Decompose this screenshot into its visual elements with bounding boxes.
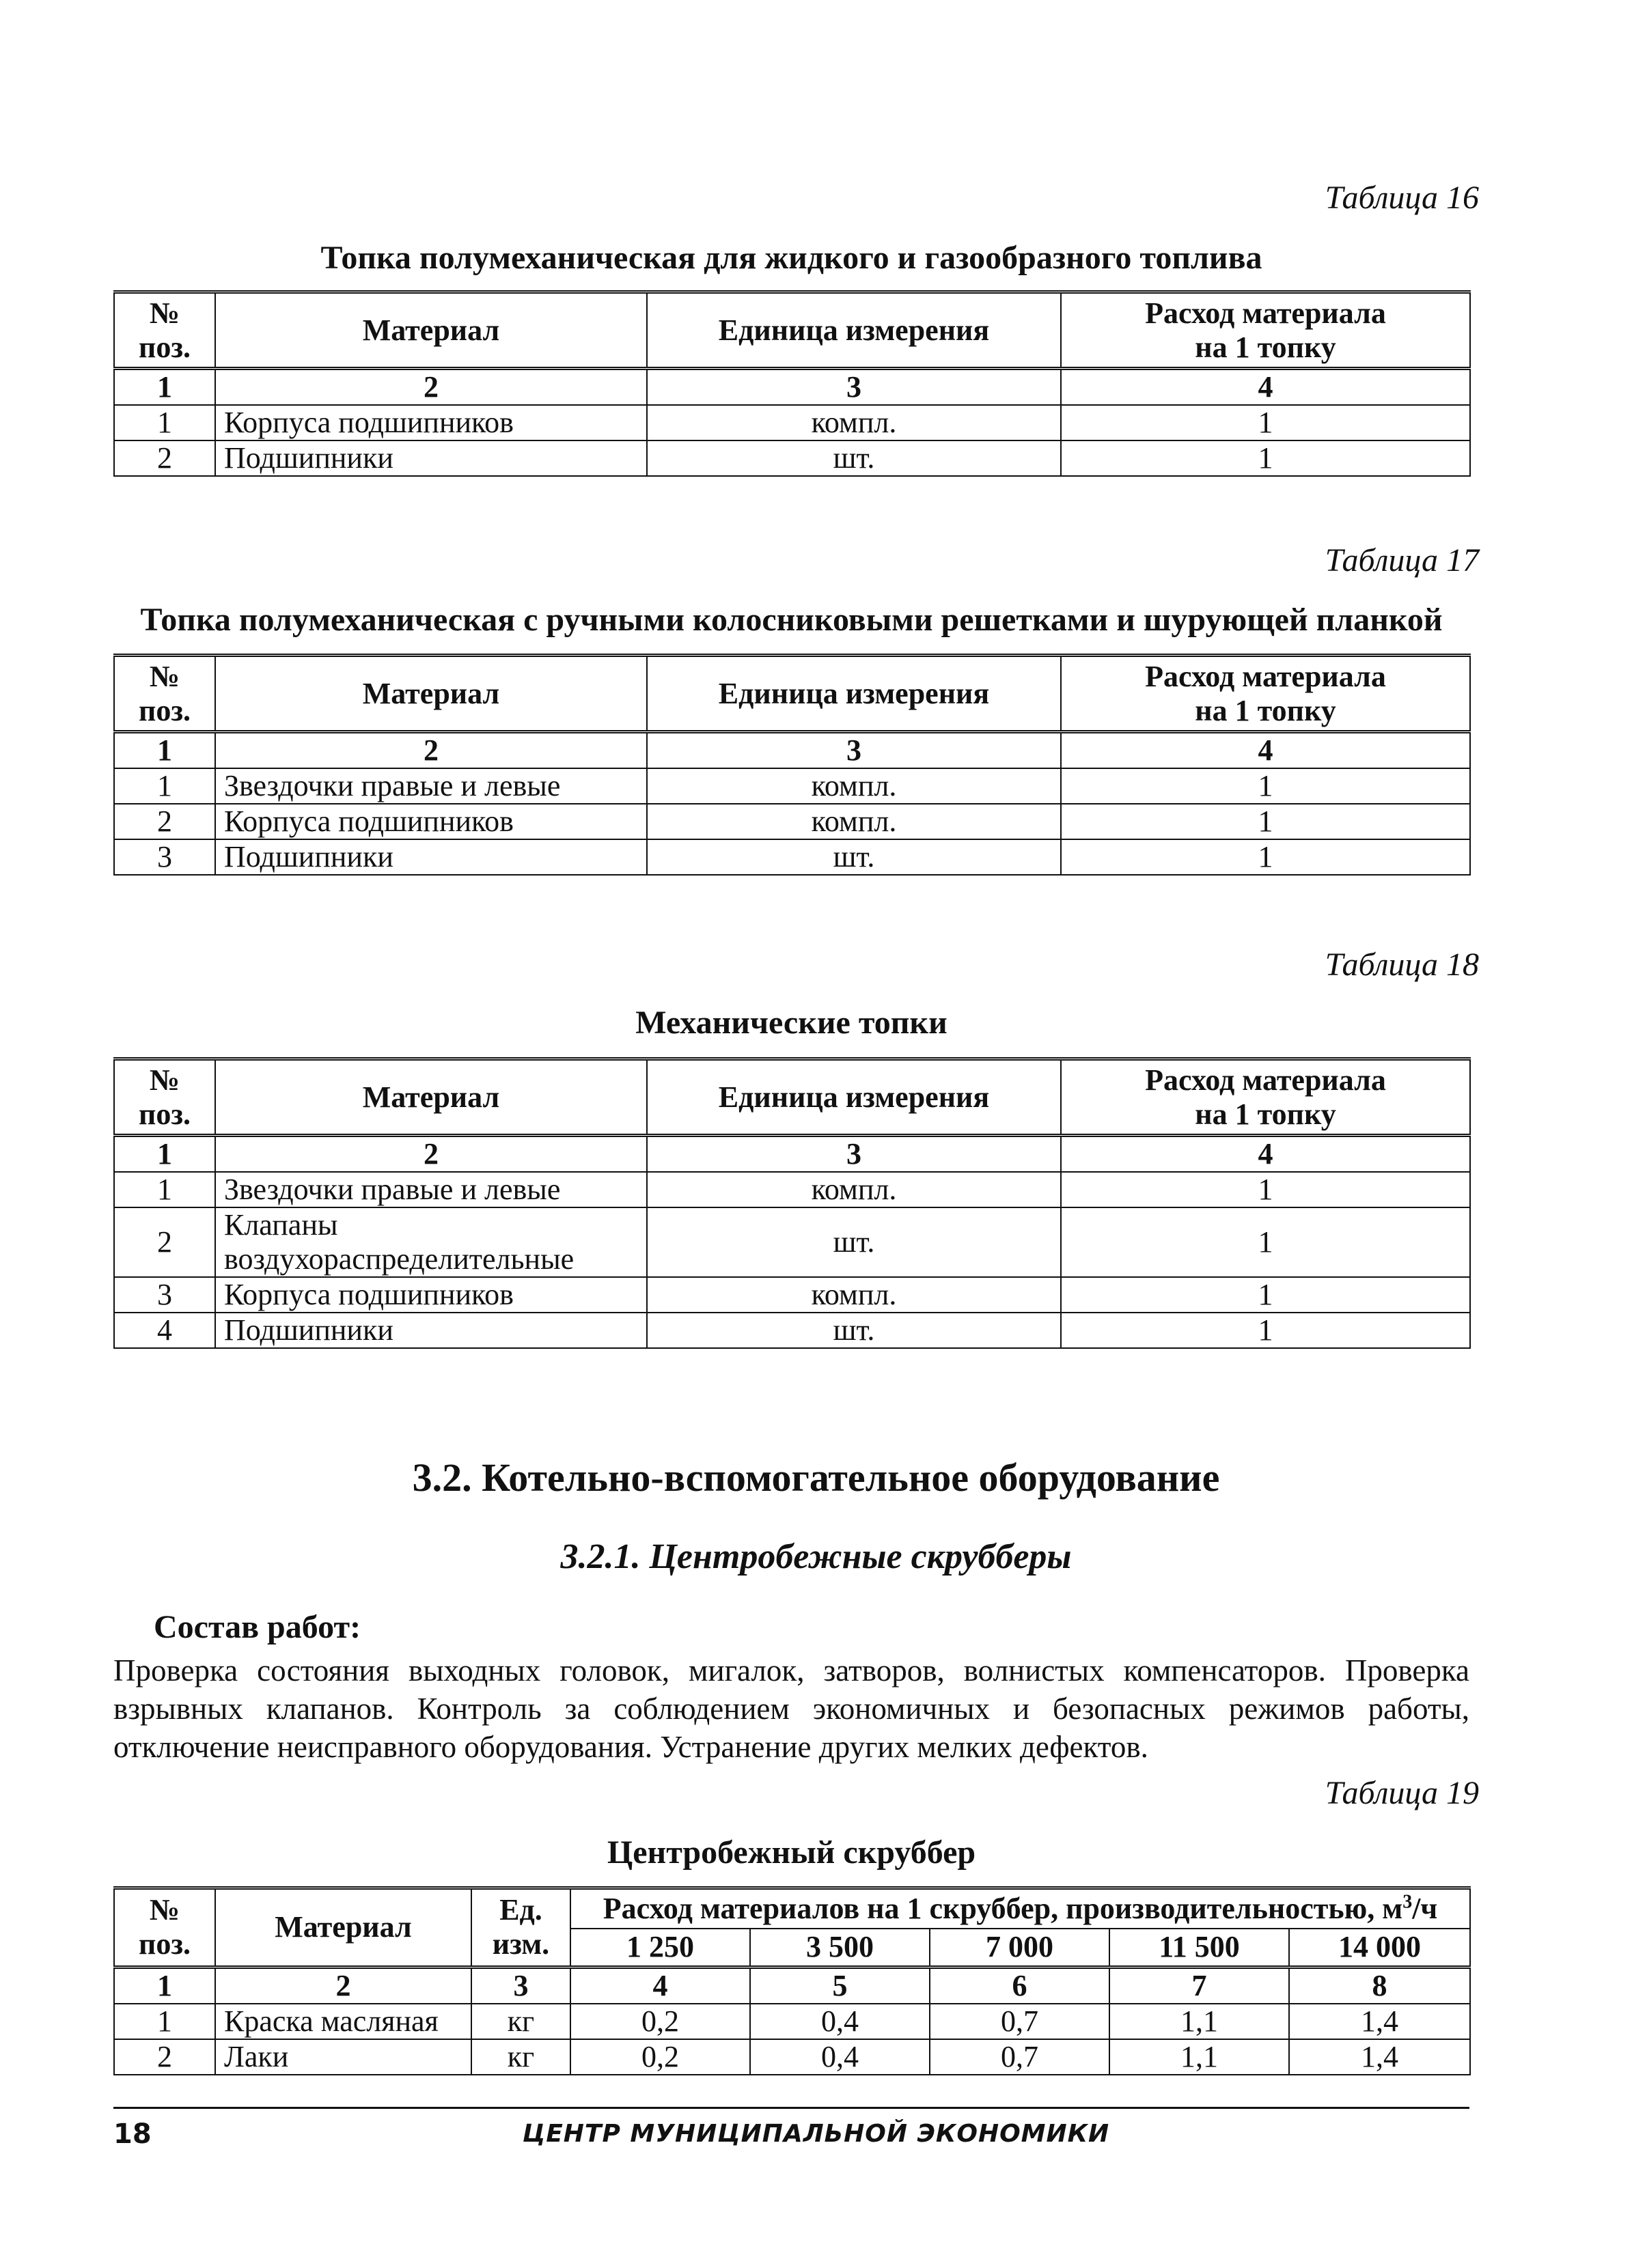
works-label: Состав работ: xyxy=(154,1609,361,1645)
works-paragraph: Проверка состояния выходных головок, мигалок, затворов, волнистых компенсаторов. Проверка взрывных клапанов. Контроль за соблюдением экономичных и безопасных режимов работы, отключение неисправного оборудования. Устранение других мелких дефектов. xyxy=(113,1653,1469,1764)
table-16 xyxy=(113,290,1471,477)
table-17-label: Таблица 17 xyxy=(1325,542,1479,578)
table-row: 3 Корпуса подшипников компл. 1 xyxy=(114,1277,1470,1313)
table-19-label: Таблица 19 xyxy=(1325,1775,1479,1811)
table-row: 2 Подшипники шт. 1 xyxy=(114,440,1470,476)
table-header-row xyxy=(114,1059,1470,1136)
header-unit: Единица измерения xyxy=(647,656,1061,732)
column-number-row: 1 2 3 4 xyxy=(114,732,1470,769)
header-material: Материал xyxy=(215,1059,647,1136)
table-header-row xyxy=(114,656,1470,732)
footer-rule xyxy=(113,2107,1469,2109)
column-number-row: 1 2 3 4 xyxy=(114,1136,1470,1173)
table-row: 4 Подшипники шт. 1 xyxy=(114,1313,1470,1348)
table-header-row xyxy=(114,292,1470,369)
subsection-heading: 3.2.1. Центробежные скрубберы xyxy=(560,1537,1072,1576)
table-16-title: Топка полумеханическая для жидкого и газообразного топлива xyxy=(320,240,1262,276)
table-17-title: Топка полумеханическая с ручными колосниковыми решетками и шурующей планкой xyxy=(140,602,1443,638)
section-heading: 3.2. Котельно-вспомогательное оборудование xyxy=(412,1455,1220,1500)
table-16-label: Таблица 16 xyxy=(1325,180,1479,216)
column-number-row: 1 2 3 4 xyxy=(114,369,1470,406)
table-18-label: Таблица 18 xyxy=(1325,947,1479,983)
column-number-row: 1 2 3 4 5 6 7 8 xyxy=(114,1967,1470,2004)
table-19 xyxy=(113,1886,1471,2075)
table-row: 1 Звездочки правые и левые компл. 1 xyxy=(114,768,1470,804)
table-header-row xyxy=(114,1888,1470,1929)
header-num: № поз. xyxy=(114,292,215,369)
page-number: 18 xyxy=(113,2118,152,2150)
header-material: Материал xyxy=(215,1888,471,1968)
header-unit: Единица измерения xyxy=(647,1059,1061,1136)
header-material: Материал xyxy=(215,656,647,732)
header-rate: Расход материала на 1 топку xyxy=(1061,656,1470,732)
table-19-title: Центробежный скруббер xyxy=(607,1834,976,1871)
table-row: 2 Корпуса подшипников компл. 1 xyxy=(114,804,1470,839)
header-rate: Расход материала на 1 топку xyxy=(1061,1059,1470,1136)
header-num: № поз. xyxy=(114,1888,215,1968)
table-18-title: Механические топки xyxy=(635,1005,948,1041)
table-row: 1 Краска масляная кг 0,2 0,4 0,7 1,1 1,4 xyxy=(114,2004,1470,2039)
capacity-row: 1 250 3 500 7 000 11 500 14 000 xyxy=(114,1929,1470,1967)
table-row: 2 Клапаны воздухораспределительные шт. 1 xyxy=(114,1207,1470,1277)
table-17 xyxy=(113,654,1471,876)
header-rate: Расход материала на 1 топку xyxy=(1061,292,1470,369)
table-row: 1 Звездочки правые и левые компл. 1 xyxy=(114,1172,1470,1207)
header-unit: Ед. изм. xyxy=(471,1888,570,1968)
header-material: Материал xyxy=(215,292,647,369)
table-row: 3 Подшипники шт. 1 xyxy=(114,839,1470,875)
publisher-footer: ЦЕНТР МУНИЦИПАЛЬНОЙ ЭКОНОМИКИ xyxy=(522,2120,1110,2148)
header-num: № поз. xyxy=(114,656,215,732)
header-rate: Расход материалов на 1 скруббер, производительностью, $м^3/ч$ xyxy=(570,1888,1470,1929)
table-18 xyxy=(113,1057,1471,1349)
header-num: № поз. xyxy=(114,1059,215,1136)
table-row: 2 Лаки кг 0,2 0,4 0,7 1,1 1,4 xyxy=(114,2039,1470,2075)
table-row: 1 Корпуса подшипников компл. 1 xyxy=(114,405,1470,440)
header-unit: Единица измерения xyxy=(647,292,1061,369)
